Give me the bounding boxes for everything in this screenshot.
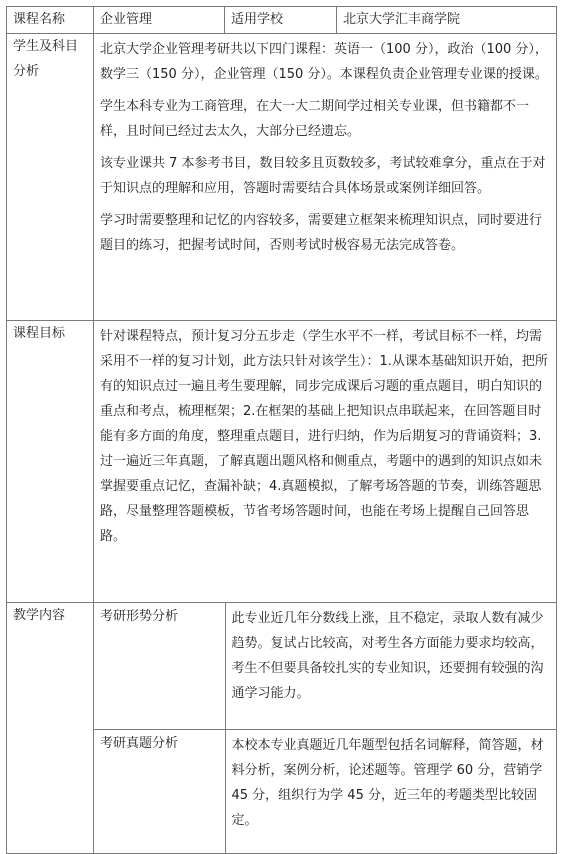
content-subtable: [94, 603, 557, 853]
analysis-paragraph: 北京大学企业管理考研共以下四门课程：英语一（100 分），政治（100 分），数学三（150 分），企业管理（150 分）。本课程负责企业管理专业课的授课。: [100, 42, 548, 82]
course-plan-table: [6, 6, 557, 854]
content-subrow-title: 考研形势分析: [94, 603, 225, 729]
content-subrow-text: [225, 729, 557, 853]
content-label: 教学内容: [7, 603, 94, 854]
content-subrow-paragraph: 此专业近几年分数线上涨，且不稳定，录取人数有减少趋势。复试占比较高，对考生各方面能力要求均较高，考生不但要具备较扎实的专业知识，还要拥有较强的沟通学习能力。: [231, 611, 544, 701]
content-subrow-title: 考研真题分析: [94, 729, 225, 853]
goal-text: 针对课程特点，预计复习分五步走（学生水平不一样，考试目标不一样，均需采用不一样的复习计划，此方法只针对该学生）：1.从课本基础知识开始，把所有的知识点过一遍且考生要理解，同步完成课后习题的重点题目，明白知识的重点和考点，梳理框架；2.在框架的基础上把知识点串联起来，在回答题目时能有多方面的角度，整理重点题目，进行归纳，作为后期复习的背诵资料；3. 过一遍近三年真题，了解真题出题风格和侧重点，考题中的遇到的知识点如未掌握要重点记忆，查漏补缺；4.真题模拟，了解考场答题的节奏，训练答题思路，尽量整理答题模板，节省考场答题时间，也能在考场上提醒自己回答思路。: [100, 329, 548, 544]
analysis-paragraph: 学习时需要整理和记忆的内容较多，需要建立框架来梳理知识点，同时要进行题目的练习，把握考试时间，否则考试时极容易无法完成答卷。: [100, 213, 543, 253]
course-name-label: 课程名称: [7, 7, 94, 34]
content-subrow-paragraph: 本校本专业真题近几年题型包括名词解释，简答题，材料分析，案例分析，论述题等。管理学 60 分，营销学 45 分，组织行为学 45 分，近三年的考题类型比较固定。: [231, 737, 544, 828]
analysis-paragraph: 该专业课共 7 本参考书目，数目较多且页数较多，考试较难拿分，重点在于对于知识点的理解和应用，答题时需要结合具体场景或案例详细回答。: [100, 156, 546, 196]
goal-row: [7, 321, 557, 603]
content-subrow: [94, 603, 557, 729]
content-row: [7, 603, 557, 854]
goal-content: [94, 321, 557, 603]
content-subrow-text: [225, 603, 557, 729]
content-cell: [94, 603, 557, 854]
analysis-label: 学生及科目分析: [7, 34, 94, 321]
school-value: 北京大学汇丰商学院: [337, 7, 557, 34]
school-label: 适用学校: [225, 7, 337, 34]
course-name-value: 企业管理: [94, 7, 225, 34]
content-subrow: [94, 729, 557, 853]
analysis-paragraph: 学生本科专业为工商管理，在大一大二期间学过相关专业课，但书籍都不一样，且时间已经过去太久，大部分已经遗忘。: [100, 99, 530, 139]
analysis-content: [94, 34, 557, 321]
analysis-row: [7, 34, 557, 321]
header-row: [7, 7, 557, 34]
goal-label: 课程目标: [7, 321, 94, 603]
